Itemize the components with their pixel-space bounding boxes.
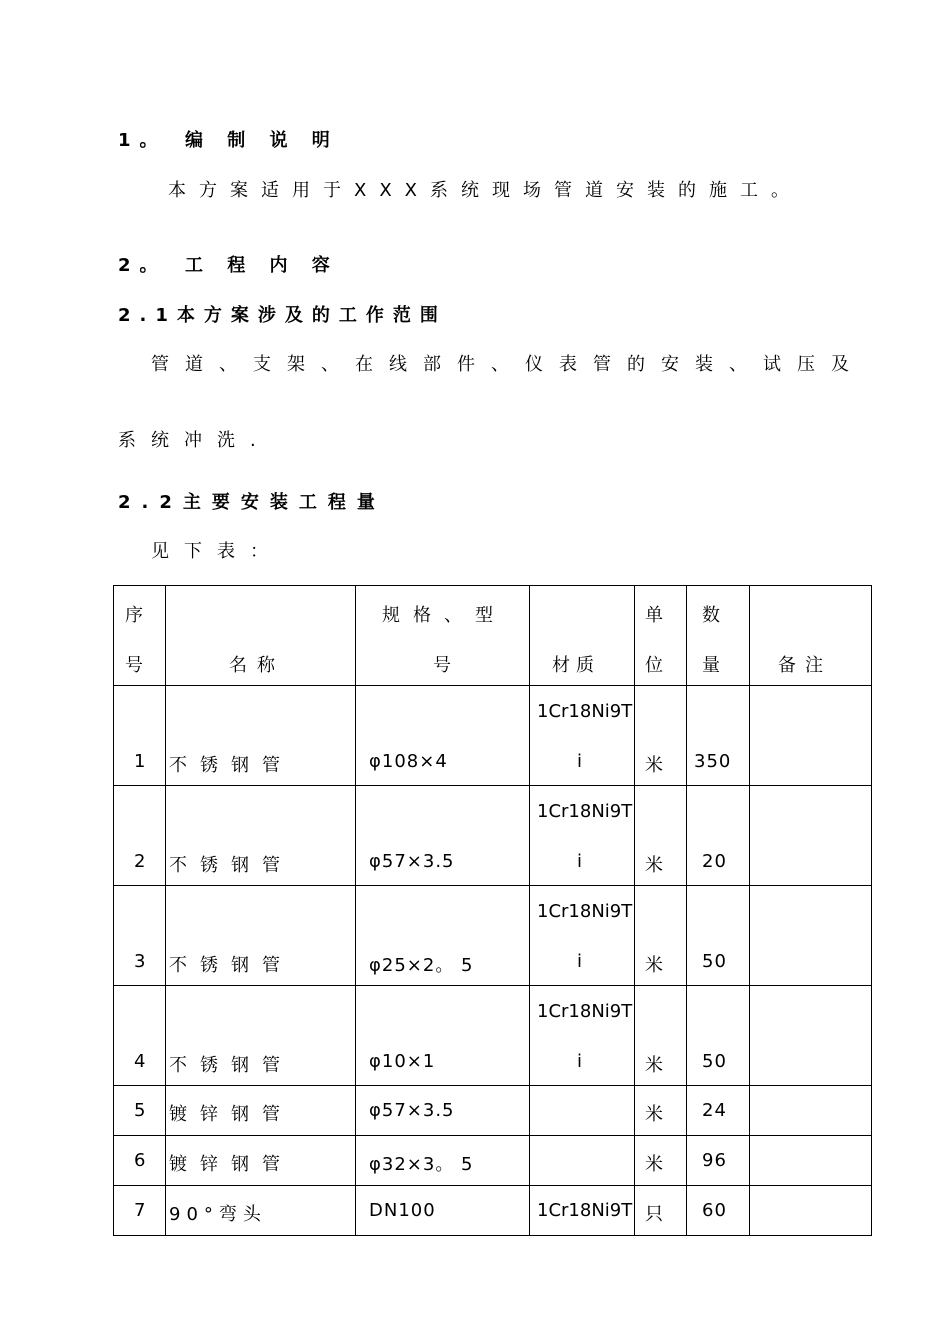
header-unit: 单 位 xyxy=(635,586,687,686)
header-seq: 序 号 xyxy=(114,586,166,686)
section-2-1-title: 2.1本方案涉及的工作范围 xyxy=(118,305,447,326)
table-row: 6 镀锌钢管 φ32×3。 5 米 96 xyxy=(114,1136,872,1186)
table-row: 5 镀锌钢管 φ57×3.5 米 24 xyxy=(114,1086,872,1136)
quantity-table xyxy=(113,585,872,1236)
section-2-1-body-line2: 系统冲洗. xyxy=(118,430,271,451)
section-1-number: 1。 xyxy=(118,130,167,151)
header-remark: 备注 xyxy=(750,586,872,686)
header-qty: 数 量 xyxy=(687,586,750,686)
header-material: 材质 xyxy=(530,586,635,686)
header-spec: 规格、型 号 xyxy=(356,586,530,686)
section-2-2-title: 2.2主要安装工程量 xyxy=(118,492,386,513)
table-row: 2 不锈钢管 φ57×3.5 1Cr18Ni9T i 米 20 xyxy=(114,786,872,886)
section-2-2-body: 见下表： xyxy=(151,541,283,562)
table-row: 1 不锈钢管 φ108×4 1Cr18Ni9T i 米 350 xyxy=(114,686,872,786)
table-row: 7 90°弯头 DN100 1Cr18Ni9T 只 60 xyxy=(114,1186,872,1236)
table-row: 4 不锈钢管 φ10×1 1Cr18Ni9T i 米 50 xyxy=(114,986,872,1086)
section-2-number: 2。 xyxy=(118,255,167,276)
section-2-1-body-line1: 管道、支架、在线部件、仪表管的安装、试压及 xyxy=(151,354,865,375)
section-2-title: 工 程 内 容 xyxy=(185,255,339,276)
table-header-row xyxy=(114,586,872,686)
section-1-body: 本方案适用于XXX系统现场管道安装的施工。 xyxy=(168,180,802,201)
header-name: 名称 xyxy=(166,586,356,686)
section-1-title: 编 制 说 明 xyxy=(185,130,339,151)
table-row: 3 不锈钢管 φ25×2。 5 1Cr18Ni9T i 米 50 xyxy=(114,886,872,986)
